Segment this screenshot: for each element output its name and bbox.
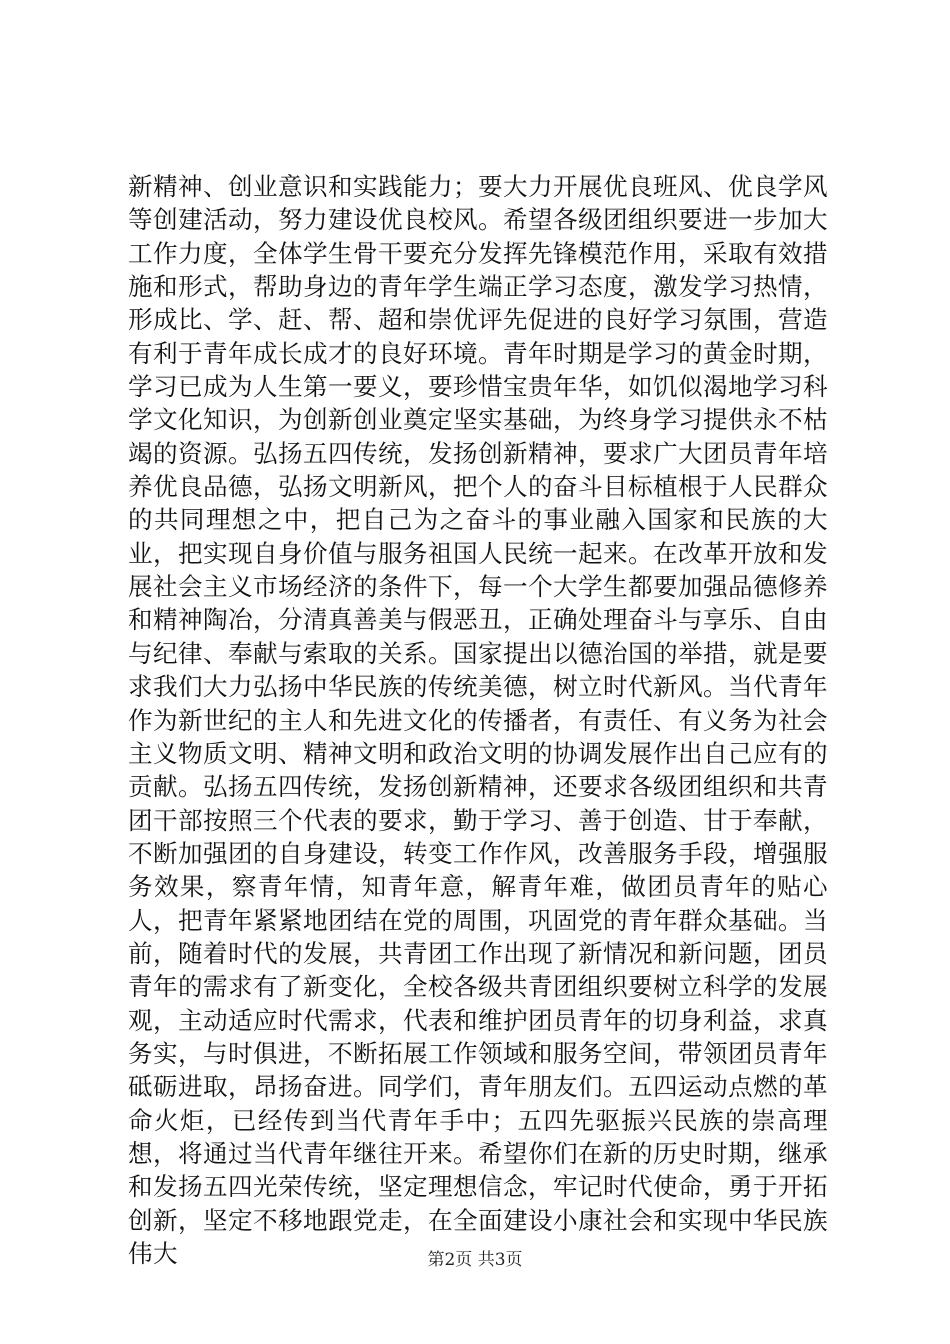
body-paragraph: 新精神、创业意识和实践能力；要大力开展优良班风、优良学风等创建活动，努力建设优良校风。希望各级团组织要进一步加大工作力度，全体学生骨干要充分发挥先锋模范作用，采取有效措施和形式，帮助身边的青年学生端正学习态度，激发学习热情，形成比、学、赶、帮、超和崇优评先促进的良好学习氛围，营造有利于青年成长成才的良好环境。青年时期是学习的黄金时期，学习已成为人生第一要义，要珍惜宝贵年华，如饥似渴地学习科学文化知识，为创新创业奠定坚实基础，为终身学习提供永不枯竭的资源。弘扬五四传统，发扬创新精神，要求广大团员青年培养优良品德，弘扬文明新风，把个人的奋斗目标植根于人民群众的共同理想之中，把自己为之奋斗的事业融入国家和民族的大业，把实现自身价值与服务祖国人民统一起来。在改革开放和发展社会主义市场经济的条件下，每一个大学生都要加强品德修养和精神陶冶，分清真善美与假恶丑，正确处理奋斗与享乐、自由与纪律、奉献与索取的关系。国家提出以德治国的举措，就是要求我们大力弘扬中华民族的传统美德，树立时代新风。当代青年作为新世纪的主人和先进文化的传播者，有责任、有义务为社会主义物质文明、精神文明和政治文明的协调发展作出自己应有的贡献。弘扬五四传统，发扬创新精神，还要求各级团组织和共青团干部按照三个代表的要求，勤于学习、善于创造、甘于奉献，不断加强团的自身建设，转变工作作风，改善服务手段，增强服务效果，察青年情，知青年意，解青年难，做团员青年的贴心人，把青年紧紧地团结在党的周围，巩固党的青年群众基础。当前，随着时代的发展，共青团工作出现了新情况和新问题，团员青年的需求有了新变化，全校各级共青团组织要树立科学的发展观，主动适应时代需求，代表和维护团员青年的切身利益，求真务实，与时俱进，不断拓展工作领域和服务空间，带领团员青年砥砺进取，昂扬奋进。同学们，青年朋友们。五四运动点燃的革命火炬，已经传到当代青年手中；五四先驱振兴民族的崇高理想，将通过当代青年继往开来。希望你们在新的历史时期，继承和发扬五四光荣传统，坚定理想信念，牢记时代使命，勇于开拓创新，坚定不移地跟党走，在全面建设小康社会和实现中华民族伟大: [128, 172, 828, 1268]
page-number-footer: 第2页 共3页: [427, 1250, 523, 1270]
